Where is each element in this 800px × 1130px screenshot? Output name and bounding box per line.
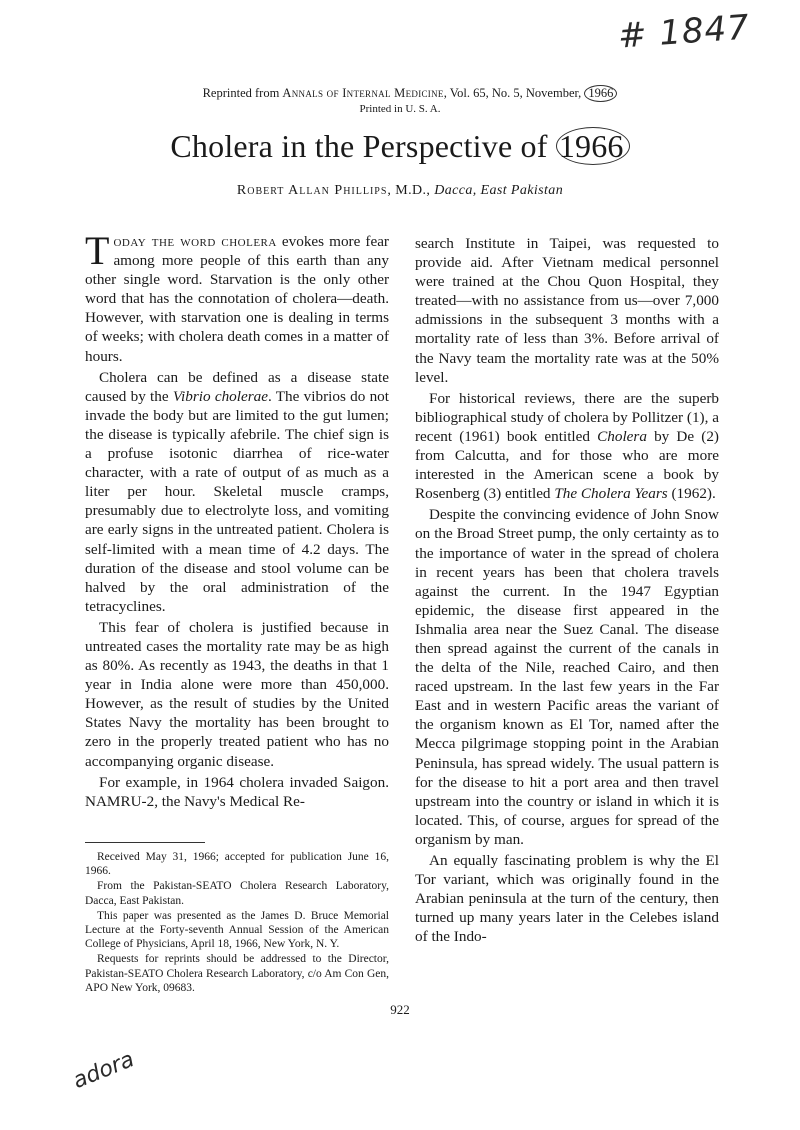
paragraph: This fear of cholera is justified because in untreated cases the mortality rate may be as high as 80%. As recently as 1943, the deaths in that 1 year in India alone were more than 450,000. However, as the result of studies by the United States Navy the mortality has been brought to zero in the properly treated patient who has no accompanying organic disease. [85,618,389,770]
species-name: Vibrio cholerae [172,387,268,405]
reprint-prefix: Reprinted from [202,86,280,100]
footnote: From the Pakistan-SEATO Cholera Research Laboratory, Dacca, East Pakistan. [85,880,389,907]
article-title [100,128,700,165]
paragraph: Despite the convincing evidence of John Snow on the Broad Street pump, the only certainty as to the importance of water in the spread of cholera in recent years has been that cholera travels against the current. In the 1947 Egyptian epidemic, the disease first appeared in the Ishmalia area near the Suez Canal. The disease then spread against the current of the canals in the delta of the Nile, reached Cairo, and then raced upstream. In the last few years in the Far East and in western Pacific areas the variant of the organism known as El Tor, named after the Mecca pilgrimage stopping point in the Arabian Peninsula, has spread widely. The usual pattern is for the disease to hit a port area and then travel upstream into the country or island in which it is located. This, of course, argues for spread of the organism by man. [415,506,719,848]
footnote: This paper was presented as the James D. Bruce Memorial Lecture at the Forty-seventh Annual Session of the American College of Physicians, April 18, 1966, New York, N. Y. [85,909,389,951]
title-year-circled: 1966 [556,127,630,165]
byline [100,183,700,199]
page-number: 922 [390,1002,410,1017]
author-degree: , M.D., [387,183,435,198]
footnotes [85,850,389,996]
paragraph: For example, in 1964 cholera invaded Saigon. NAMRU-2, the Navy's Medical Re- [85,773,389,810]
paragraph-text: (1962). [667,485,716,503]
footnote-rule [85,842,205,843]
opening-smallcaps: oday the word cholera [113,233,277,250]
author-place: Dacca, East Pakistan [434,183,564,198]
drop-cap: T [85,228,110,273]
paragraph [85,368,389,616]
paragraph [415,389,719,504]
handwritten-annotation: adora [69,1047,138,1094]
paragraph: An equally fascinating problem is why the El Tor variant, which was originally found in the Arabian peninsula at the turn of the century, then turned up many years later in the Celebes island of the Indo- [415,852,719,946]
paragraph-text: Cholera can be defined as a disease state caused by the [85,368,389,405]
citation: , Vol. 65, No. 5, November, [443,86,582,100]
right-column [415,234,719,948]
handwritten-document-number: # 1847 [616,7,752,57]
title-text: Cholera in the Perspective of [170,128,556,164]
left-column [85,228,389,813]
paragraph-text: For historical reviews, there are the superb bibliographical study of cholera by Pollitzer (1), a recent (1961) book entitled [415,389,719,445]
paragraph-text: by De (2) from Calcutta, and for those who are more interested in the American scene a book by Rosenberg (3) entitled [415,427,719,503]
circled-year: 1966 [584,85,617,102]
printed-in: Printed in U. S. A. [359,103,441,115]
book-title: The Cholera Years [554,485,668,503]
paragraph-text: evokes more fear among more people of this earth than any other single word. Starvation is the only other word that has the connotation of cholera—death. However, with starvation one is dealing in terms of weeks; with cholera death comes in a matter of hours. [85,233,389,365]
paragraph [85,228,389,366]
footnote: Received May 31, 1966; accepted for publication June 16, 1966. [85,851,389,878]
author-name: Robert Allan Phillips [236,183,388,198]
book-title: Cholera [597,427,647,445]
reprint-header [160,85,660,102]
paragraph-text: . The vibrios do not invade the body but are limited to the gut lumen; the disease is typically afebrile. The chief sign is a profuse isotonic diarrhea of rice-water character, with a rate of output of as much as a liter per hour. Skeletal muscle cramps, presumably due to electrolyte loss, and vomiting are early signs in the untreated patient. Cholera is self-limited with a mean time of 4.2 days. The duration of the disease and stool volume can be halved by the oral administration of the tetracyclines. [85,387,389,615]
journal-name: Annals of Internal Medicine [282,86,444,100]
paragraph: search Institute in Taipei, was requested to provide aid. After Vietnam medical personnel were trained at the Chou Quon Hospital, they treated—with no assistance from us—over 7,000 admissions in the subsequent 3 months with a mortality rate of less than 3%. Before arrival of the Navy team the mortality rate was at the 50% level. [415,235,719,386]
footnote: Requests for reprints should be addressed to the Director, Pakistan-SEATO Cholera Research Laboratory, c/o Am Con Gen, APO New York, 09683. [85,953,389,994]
